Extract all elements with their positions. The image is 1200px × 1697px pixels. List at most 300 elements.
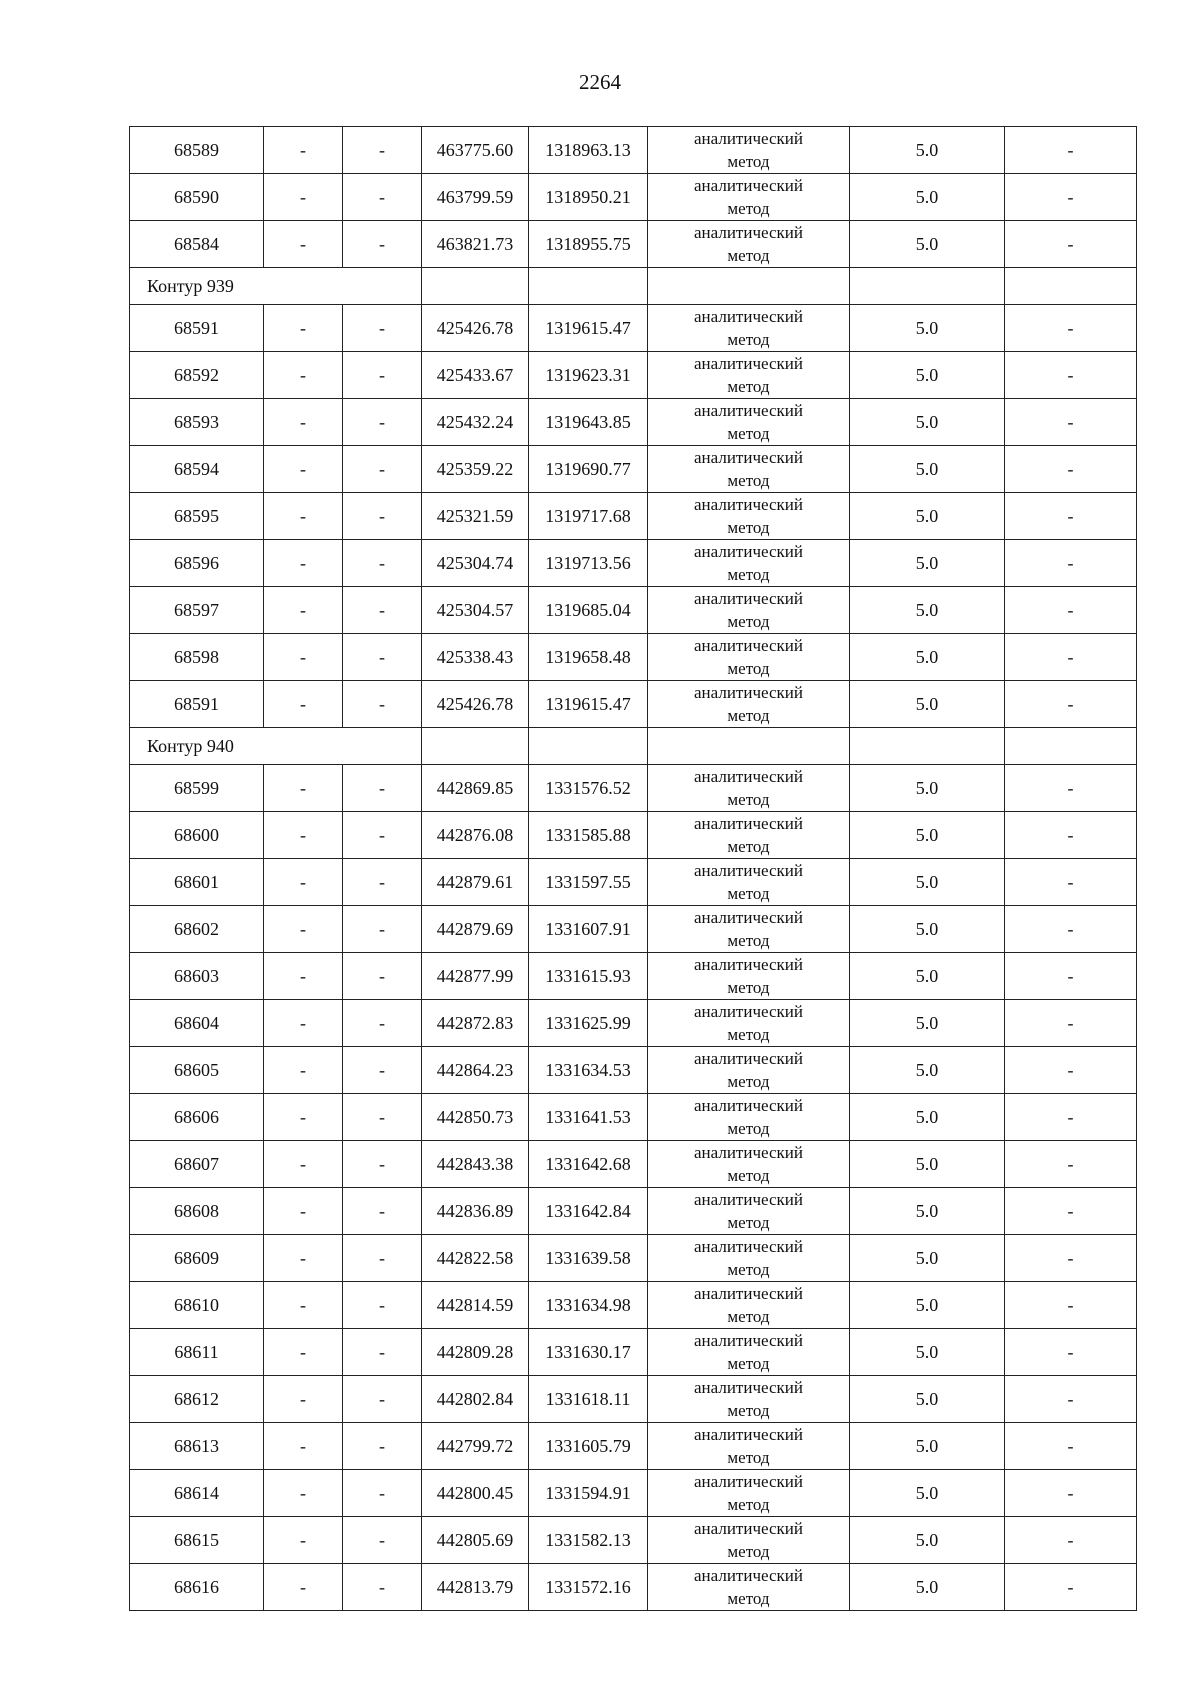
method-line-1: аналитический (694, 1331, 803, 1350)
accuracy-cell: 5.0 (850, 765, 1005, 812)
y-coordinate-cell: 1331582.13 (529, 1517, 648, 1564)
method-line-2: метод (727, 1542, 770, 1561)
col-3-cell: - (343, 1470, 422, 1517)
note-cell: - (1005, 1188, 1137, 1235)
accuracy-cell: 5.0 (850, 1329, 1005, 1376)
col-2-cell: - (264, 1282, 343, 1329)
method-line-1: аналитический (694, 1378, 803, 1397)
table-row (130, 1000, 1137, 1047)
point-id-cell: 68591 (130, 305, 264, 352)
method-line-2: метод (727, 1307, 770, 1326)
point-id-cell: 68589 (130, 127, 264, 174)
method-line-2: метод (727, 471, 770, 490)
point-id-cell: 68600 (130, 812, 264, 859)
note-cell: - (1005, 1564, 1137, 1611)
method-text (648, 1235, 849, 1281)
x-coordinate-cell: 425304.57 (422, 587, 529, 634)
method-cell (648, 1517, 850, 1564)
point-id-cell: 68609 (130, 1235, 264, 1282)
col-2-cell: - (264, 1376, 343, 1423)
x-coordinate-cell: 463821.73 (422, 221, 529, 268)
method-cell (648, 634, 850, 681)
accuracy-cell: 5.0 (850, 634, 1005, 681)
note-cell: - (1005, 953, 1137, 1000)
coordinates-table-body (130, 127, 1137, 1611)
method-cell (648, 540, 850, 587)
y-coordinate-cell: 1319615.47 (529, 681, 648, 728)
table-row (130, 634, 1137, 681)
col-2-cell: - (264, 352, 343, 399)
accuracy-cell: 5.0 (850, 1047, 1005, 1094)
accuracy-cell: 5.0 (850, 906, 1005, 953)
method-text (648, 634, 849, 680)
y-coordinate-cell: 1331607.91 (529, 906, 648, 953)
method-line-2: метод (727, 1213, 770, 1232)
method-line-2: метод (727, 565, 770, 584)
table-row (130, 305, 1137, 352)
method-line-2: метод (727, 1354, 770, 1373)
x-coordinate-cell: 442872.83 (422, 1000, 529, 1047)
point-id-cell: 68605 (130, 1047, 264, 1094)
col-3-cell: - (343, 305, 422, 352)
x-coordinate-cell: 442809.28 (422, 1329, 529, 1376)
x-coordinate-cell: 442802.84 (422, 1376, 529, 1423)
method-line-1: аналитический (694, 767, 803, 786)
method-cell (648, 305, 850, 352)
col-3-cell: - (343, 540, 422, 587)
col-2-cell: - (264, 1188, 343, 1235)
contour-header-row (130, 728, 1137, 765)
method-text (648, 127, 849, 173)
x-coordinate-cell: 425304.74 (422, 540, 529, 587)
method-line-2: метод (727, 1260, 770, 1279)
point-id-cell: 68610 (130, 1282, 264, 1329)
point-id-cell: 68597 (130, 587, 264, 634)
y-coordinate-cell: 1331576.52 (529, 765, 648, 812)
note-cell: - (1005, 1517, 1137, 1564)
col-3-cell: - (343, 765, 422, 812)
method-text (648, 399, 849, 445)
point-id-cell: 68599 (130, 765, 264, 812)
method-cell (648, 352, 850, 399)
note-cell: - (1005, 681, 1137, 728)
col-3-cell: - (343, 1517, 422, 1564)
point-id-cell: 68590 (130, 174, 264, 221)
table-row (130, 906, 1137, 953)
col-3-cell: - (343, 1000, 422, 1047)
point-id-cell: 68601 (130, 859, 264, 906)
method-line-2: метод (727, 1166, 770, 1185)
x-coordinate-cell: 442879.69 (422, 906, 529, 953)
note-cell: - (1005, 906, 1137, 953)
note-cell: - (1005, 1094, 1137, 1141)
note-cell: - (1005, 587, 1137, 634)
col-2-cell: - (264, 221, 343, 268)
method-text (648, 859, 849, 905)
table-row (130, 812, 1137, 859)
method-cell (648, 1188, 850, 1235)
table-row (130, 765, 1137, 812)
empty-cell (422, 728, 529, 765)
col-3-cell: - (343, 953, 422, 1000)
method-cell (648, 127, 850, 174)
y-coordinate-cell: 1331625.99 (529, 1000, 648, 1047)
y-coordinate-cell: 1331615.93 (529, 953, 648, 1000)
method-line-2: метод (727, 199, 770, 218)
x-coordinate-cell: 442822.58 (422, 1235, 529, 1282)
table-row (130, 399, 1137, 446)
method-cell (648, 681, 850, 728)
method-line-2: метод (727, 152, 770, 171)
col-3-cell: - (343, 1376, 422, 1423)
note-cell: - (1005, 446, 1137, 493)
method-text (648, 174, 849, 220)
col-2-cell: - (264, 446, 343, 493)
accuracy-cell: 5.0 (850, 352, 1005, 399)
note-cell: - (1005, 1423, 1137, 1470)
note-cell: - (1005, 305, 1137, 352)
method-line-1: аналитический (694, 495, 803, 514)
accuracy-cell: 5.0 (850, 540, 1005, 587)
accuracy-cell: 5.0 (850, 399, 1005, 446)
method-cell (648, 174, 850, 221)
y-coordinate-cell: 1318963.13 (529, 127, 648, 174)
table-row (130, 221, 1137, 268)
method-text (648, 493, 849, 539)
col-3-cell: - (343, 1282, 422, 1329)
method-line-1: аналитический (694, 401, 803, 420)
empty-cell (422, 268, 529, 305)
x-coordinate-cell: 425338.43 (422, 634, 529, 681)
y-coordinate-cell: 1319713.56 (529, 540, 648, 587)
accuracy-cell: 5.0 (850, 953, 1005, 1000)
point-id-cell: 68612 (130, 1376, 264, 1423)
table-row (130, 681, 1137, 728)
method-line-2: метод (727, 1072, 770, 1091)
method-line-2: метод (727, 659, 770, 678)
method-text (648, 540, 849, 586)
method-cell (648, 1329, 850, 1376)
x-coordinate-cell: 442864.23 (422, 1047, 529, 1094)
note-cell: - (1005, 399, 1137, 446)
x-coordinate-cell: 425426.78 (422, 681, 529, 728)
empty-cell (529, 728, 648, 765)
col-3-cell: - (343, 1235, 422, 1282)
accuracy-cell: 5.0 (850, 1000, 1005, 1047)
method-line-2: метод (727, 1589, 770, 1608)
method-cell (648, 493, 850, 540)
table-row (130, 1188, 1137, 1235)
method-line-1: аналитический (694, 307, 803, 326)
point-id-cell: 68603 (130, 953, 264, 1000)
method-cell (648, 1235, 850, 1282)
point-id-cell: 68594 (130, 446, 264, 493)
table-row (130, 1282, 1137, 1329)
accuracy-cell: 5.0 (850, 127, 1005, 174)
table-row (130, 352, 1137, 399)
note-cell: - (1005, 1282, 1137, 1329)
table-row (130, 587, 1137, 634)
x-coordinate-cell: 442814.59 (422, 1282, 529, 1329)
method-line-1: аналитический (694, 1190, 803, 1209)
x-coordinate-cell: 442813.79 (422, 1564, 529, 1611)
col-3-cell: - (343, 812, 422, 859)
accuracy-cell: 5.0 (850, 812, 1005, 859)
accuracy-cell: 5.0 (850, 493, 1005, 540)
method-line-2: метод (727, 246, 770, 265)
contour-header-row (130, 268, 1137, 305)
empty-cell (1005, 268, 1137, 305)
table-row (130, 1470, 1137, 1517)
note-cell: - (1005, 634, 1137, 681)
method-line-1: аналитический (694, 636, 803, 655)
note-cell: - (1005, 1141, 1137, 1188)
accuracy-cell: 5.0 (850, 305, 1005, 352)
col-2-cell: - (264, 681, 343, 728)
y-coordinate-cell: 1319658.48 (529, 634, 648, 681)
method-cell (648, 906, 850, 953)
point-id-cell: 68608 (130, 1188, 264, 1235)
method-cell (648, 587, 850, 634)
x-coordinate-cell: 442805.69 (422, 1517, 529, 1564)
method-text (648, 1470, 849, 1516)
col-2-cell: - (264, 305, 343, 352)
method-text (648, 1517, 849, 1563)
accuracy-cell: 5.0 (850, 1470, 1005, 1517)
point-id-cell: 68596 (130, 540, 264, 587)
table-row (130, 446, 1137, 493)
col-3-cell: - (343, 634, 422, 681)
note-cell: - (1005, 352, 1137, 399)
point-id-cell: 68593 (130, 399, 264, 446)
method-text (648, 587, 849, 633)
note-cell: - (1005, 765, 1137, 812)
y-coordinate-cell: 1331597.55 (529, 859, 648, 906)
x-coordinate-cell: 442877.99 (422, 953, 529, 1000)
point-id-cell: 68591 (130, 681, 264, 728)
note-cell: - (1005, 127, 1137, 174)
y-coordinate-cell: 1319615.47 (529, 305, 648, 352)
col-3-cell: - (343, 859, 422, 906)
point-id-cell: 68616 (130, 1564, 264, 1611)
method-line-2: метод (727, 1025, 770, 1044)
col-2-cell: - (264, 1564, 343, 1611)
point-id-cell: 68615 (130, 1517, 264, 1564)
method-text (648, 1282, 849, 1328)
col-3-cell: - (343, 1047, 422, 1094)
col-2-cell: - (264, 812, 343, 859)
method-cell (648, 1423, 850, 1470)
method-cell (648, 1376, 850, 1423)
col-2-cell: - (264, 1047, 343, 1094)
method-line-2: метод (727, 706, 770, 725)
accuracy-cell: 5.0 (850, 1282, 1005, 1329)
point-id-cell: 68607 (130, 1141, 264, 1188)
method-line-2: метод (727, 790, 770, 809)
note-cell: - (1005, 1376, 1137, 1423)
method-cell (648, 221, 850, 268)
y-coordinate-cell: 1319690.77 (529, 446, 648, 493)
x-coordinate-cell: 442850.73 (422, 1094, 529, 1141)
method-text (648, 1564, 849, 1610)
method-line-1: аналитический (694, 589, 803, 608)
contour-label: Контур 939 (130, 268, 422, 305)
method-line-2: метод (727, 978, 770, 997)
method-text (648, 681, 849, 727)
method-cell (648, 1047, 850, 1094)
empty-cell (850, 728, 1005, 765)
method-text (648, 1376, 849, 1422)
x-coordinate-cell: 425432.24 (422, 399, 529, 446)
note-cell: - (1005, 540, 1137, 587)
col-3-cell: - (343, 127, 422, 174)
empty-cell (1005, 728, 1137, 765)
y-coordinate-cell: 1331639.58 (529, 1235, 648, 1282)
col-2-cell: - (264, 1235, 343, 1282)
table-row (130, 1517, 1137, 1564)
note-cell: - (1005, 812, 1137, 859)
y-coordinate-cell: 1318955.75 (529, 221, 648, 268)
note-cell: - (1005, 1047, 1137, 1094)
x-coordinate-cell: 425321.59 (422, 493, 529, 540)
col-3-cell: - (343, 1141, 422, 1188)
empty-cell (529, 268, 648, 305)
col-2-cell: - (264, 1470, 343, 1517)
method-line-1: аналитический (694, 1143, 803, 1162)
point-id-cell: 68611 (130, 1329, 264, 1376)
method-text (648, 812, 849, 858)
x-coordinate-cell: 463775.60 (422, 127, 529, 174)
col-2-cell: - (264, 953, 343, 1000)
col-2-cell: - (264, 634, 343, 681)
col-3-cell: - (343, 399, 422, 446)
method-line-1: аналитический (694, 1566, 803, 1585)
method-line-2: метод (727, 1401, 770, 1420)
col-2-cell: - (264, 1423, 343, 1470)
x-coordinate-cell: 442876.08 (422, 812, 529, 859)
table-row (130, 127, 1137, 174)
method-text (648, 1047, 849, 1093)
method-text (648, 1000, 849, 1046)
accuracy-cell: 5.0 (850, 1564, 1005, 1611)
method-line-1: аналитический (694, 448, 803, 467)
x-coordinate-cell: 425359.22 (422, 446, 529, 493)
col-2-cell: - (264, 127, 343, 174)
accuracy-cell: 5.0 (850, 1094, 1005, 1141)
method-line-1: аналитический (694, 955, 803, 974)
y-coordinate-cell: 1331594.91 (529, 1470, 648, 1517)
accuracy-cell: 5.0 (850, 174, 1005, 221)
col-3-cell: - (343, 681, 422, 728)
method-text (648, 953, 849, 999)
y-coordinate-cell: 1331642.68 (529, 1141, 648, 1188)
x-coordinate-cell: 442836.89 (422, 1188, 529, 1235)
y-coordinate-cell: 1331641.53 (529, 1094, 648, 1141)
accuracy-cell: 5.0 (850, 446, 1005, 493)
y-coordinate-cell: 1331618.11 (529, 1376, 648, 1423)
table-row (130, 1376, 1137, 1423)
note-cell: - (1005, 1235, 1137, 1282)
x-coordinate-cell: 442869.85 (422, 765, 529, 812)
method-line-1: аналитический (694, 683, 803, 702)
col-2-cell: - (264, 765, 343, 812)
col-3-cell: - (343, 1564, 422, 1611)
page-number: 2264 (579, 70, 621, 94)
col-2-cell: - (264, 1094, 343, 1141)
point-id-cell: 68604 (130, 1000, 264, 1047)
table-row (130, 1141, 1137, 1188)
y-coordinate-cell: 1331634.53 (529, 1047, 648, 1094)
table-row (130, 859, 1137, 906)
table-row (130, 953, 1137, 1000)
x-coordinate-cell: 442799.72 (422, 1423, 529, 1470)
method-line-2: метод (727, 931, 770, 950)
method-cell (648, 1141, 850, 1188)
method-cell (648, 812, 850, 859)
table-row (130, 1423, 1137, 1470)
col-2-cell: - (264, 1000, 343, 1047)
accuracy-cell: 5.0 (850, 1188, 1005, 1235)
method-cell (648, 953, 850, 1000)
point-id-cell: 68584 (130, 221, 264, 268)
col-3-cell: - (343, 493, 422, 540)
col-3-cell: - (343, 587, 422, 634)
method-text (648, 1423, 849, 1469)
table-row (130, 493, 1137, 540)
y-coordinate-cell: 1319717.68 (529, 493, 648, 540)
col-2-cell: - (264, 399, 343, 446)
table-row (130, 1564, 1137, 1611)
method-line-1: аналитический (694, 1237, 803, 1256)
accuracy-cell: 5.0 (850, 859, 1005, 906)
note-cell: - (1005, 1000, 1137, 1047)
contour-label: Контур 940 (130, 728, 422, 765)
note-cell: - (1005, 493, 1137, 540)
method-cell (648, 1282, 850, 1329)
method-line-2: метод (727, 1448, 770, 1467)
method-text (648, 305, 849, 351)
coordinates-table (129, 126, 1137, 1611)
accuracy-cell: 5.0 (850, 681, 1005, 728)
method-cell (648, 859, 850, 906)
col-2-cell: - (264, 1329, 343, 1376)
col-2-cell: - (264, 859, 343, 906)
method-line-2: метод (727, 1119, 770, 1138)
method-line-1: аналитический (694, 1425, 803, 1444)
accuracy-cell: 5.0 (850, 587, 1005, 634)
point-id-cell: 68613 (130, 1423, 264, 1470)
method-line-1: аналитический (694, 542, 803, 561)
method-line-1: аналитический (694, 223, 803, 242)
col-3-cell: - (343, 1329, 422, 1376)
method-line-2: метод (727, 884, 770, 903)
method-line-1: аналитический (694, 1284, 803, 1303)
method-text (648, 765, 849, 811)
col-3-cell: - (343, 906, 422, 953)
method-cell (648, 446, 850, 493)
note-cell: - (1005, 859, 1137, 906)
x-coordinate-cell: 442800.45 (422, 1470, 529, 1517)
method-text (648, 221, 849, 267)
method-text (648, 1094, 849, 1140)
method-cell (648, 1470, 850, 1517)
table-row (130, 1094, 1137, 1141)
method-line-1: аналитический (694, 354, 803, 373)
y-coordinate-cell: 1331585.88 (529, 812, 648, 859)
col-2-cell: - (264, 540, 343, 587)
col-3-cell: - (343, 174, 422, 221)
method-cell (648, 1094, 850, 1141)
